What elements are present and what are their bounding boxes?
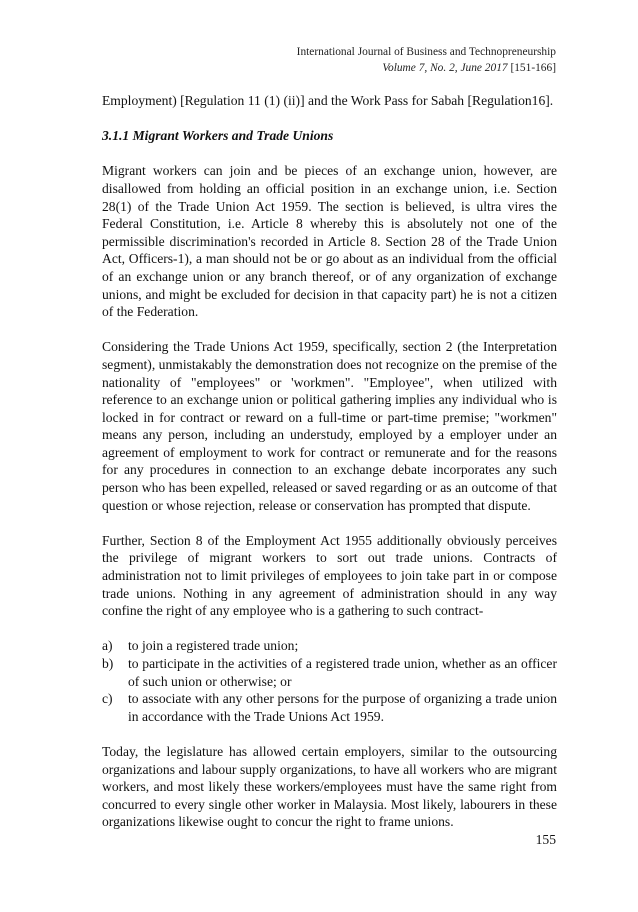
- page-range: [151-166]: [507, 62, 556, 74]
- list-item-text: to participate in the activities of a registered trade union, whether as an officer of such union or otherwise; or: [128, 656, 557, 689]
- running-header: [297, 44, 556, 76]
- list-item: [102, 690, 557, 725]
- list-marker: a): [102, 638, 113, 654]
- list-marker: c): [102, 691, 113, 707]
- list-item-text: to associate with any other persons for the purpose of organizing a trade union in accordance with the Trade Unions Act 1959.: [128, 691, 557, 724]
- article-body: [102, 92, 557, 849]
- paragraph-2: Considering the Trade Unions Act 1959, specifically, section 2 (the Interpretation segment), unmistakably the demonstration does not recognize on the premise of the nationality of "employees" or 'workmen". "Employee", when utilized with reference to an exchange union or political gathering implies any individual who is locked in for contract or reward on a full-time or part-time premise; "workmen" means any person, including an understudy, employed by a employer under an agreement of employment to work for contract or remunerate and for the reasons for any procedures in connection to an exchange debate incorporates any such person who has been expelled, released or saved regarding or as an outcome of that question or whose rejection, release or conservation has prompted that dispute.: [102, 339, 557, 513]
- paragraph-3: Further, Section 8 of the Employment Act 1955 additionally obviously perceives the privilege of migrant workers to sort out trade unions. Contracts of administration not to limit privileges of employees to join take part in or compose trade unions. Nothing in any agreement of administration should in any way confine the right of any employee who is a gathering to such contract-: [102, 532, 557, 619]
- rights-list: [102, 637, 557, 725]
- list-item: [102, 655, 557, 690]
- volume-line: [297, 60, 556, 76]
- volume-info: Volume 7, No. 2, June 2017: [382, 62, 508, 74]
- section-heading: 3.1.1 Migrant Workers and Trade Unions: [102, 128, 334, 144]
- journal-title: International Journal of Business and Technopreneurship: [296, 46, 556, 58]
- list-item: [102, 637, 557, 655]
- paragraph-1: Migrant workers can join and be pieces of an exchange union, however, are disallowed from holding an official position in an exchange union, i.e. Section 28(1) of the Trade Union Act 1959. The section is believed, is ultra vires the Federal Constitution, i.e. Article 8 whereby this is absolutely not one of the permissible discrimination's recorded in Article 8. Section 28 of the Trade Union Act, Officers-1), a man should not be or go about as an individual from the official of an exchange union or any branch thereof, or of any organization of exchange unions, and might be excluded for decision in that capacity part) he is not a citizen of the Federation.: [102, 163, 557, 320]
- page-number: 155: [535, 832, 556, 847]
- list-item-text: to join a registered trade union;: [128, 638, 299, 654]
- paragraph-4: Today, the legislature has allowed certain employers, similar to the outsourcing organizations and labour supply organizations, to have all workers who are migrant workers, and most likely these workers/employees must have the same right from concurred to every single other worker in Malaysia. Most likely, labourers in these organizations likewise ought to concur the right to frame unions.: [102, 743, 557, 830]
- paragraph-continued: Employment) [Regulation 11 (1) (ii)] and the Work Pass for Sabah [Regulation16].: [102, 93, 554, 108]
- list-marker: b): [102, 656, 114, 671]
